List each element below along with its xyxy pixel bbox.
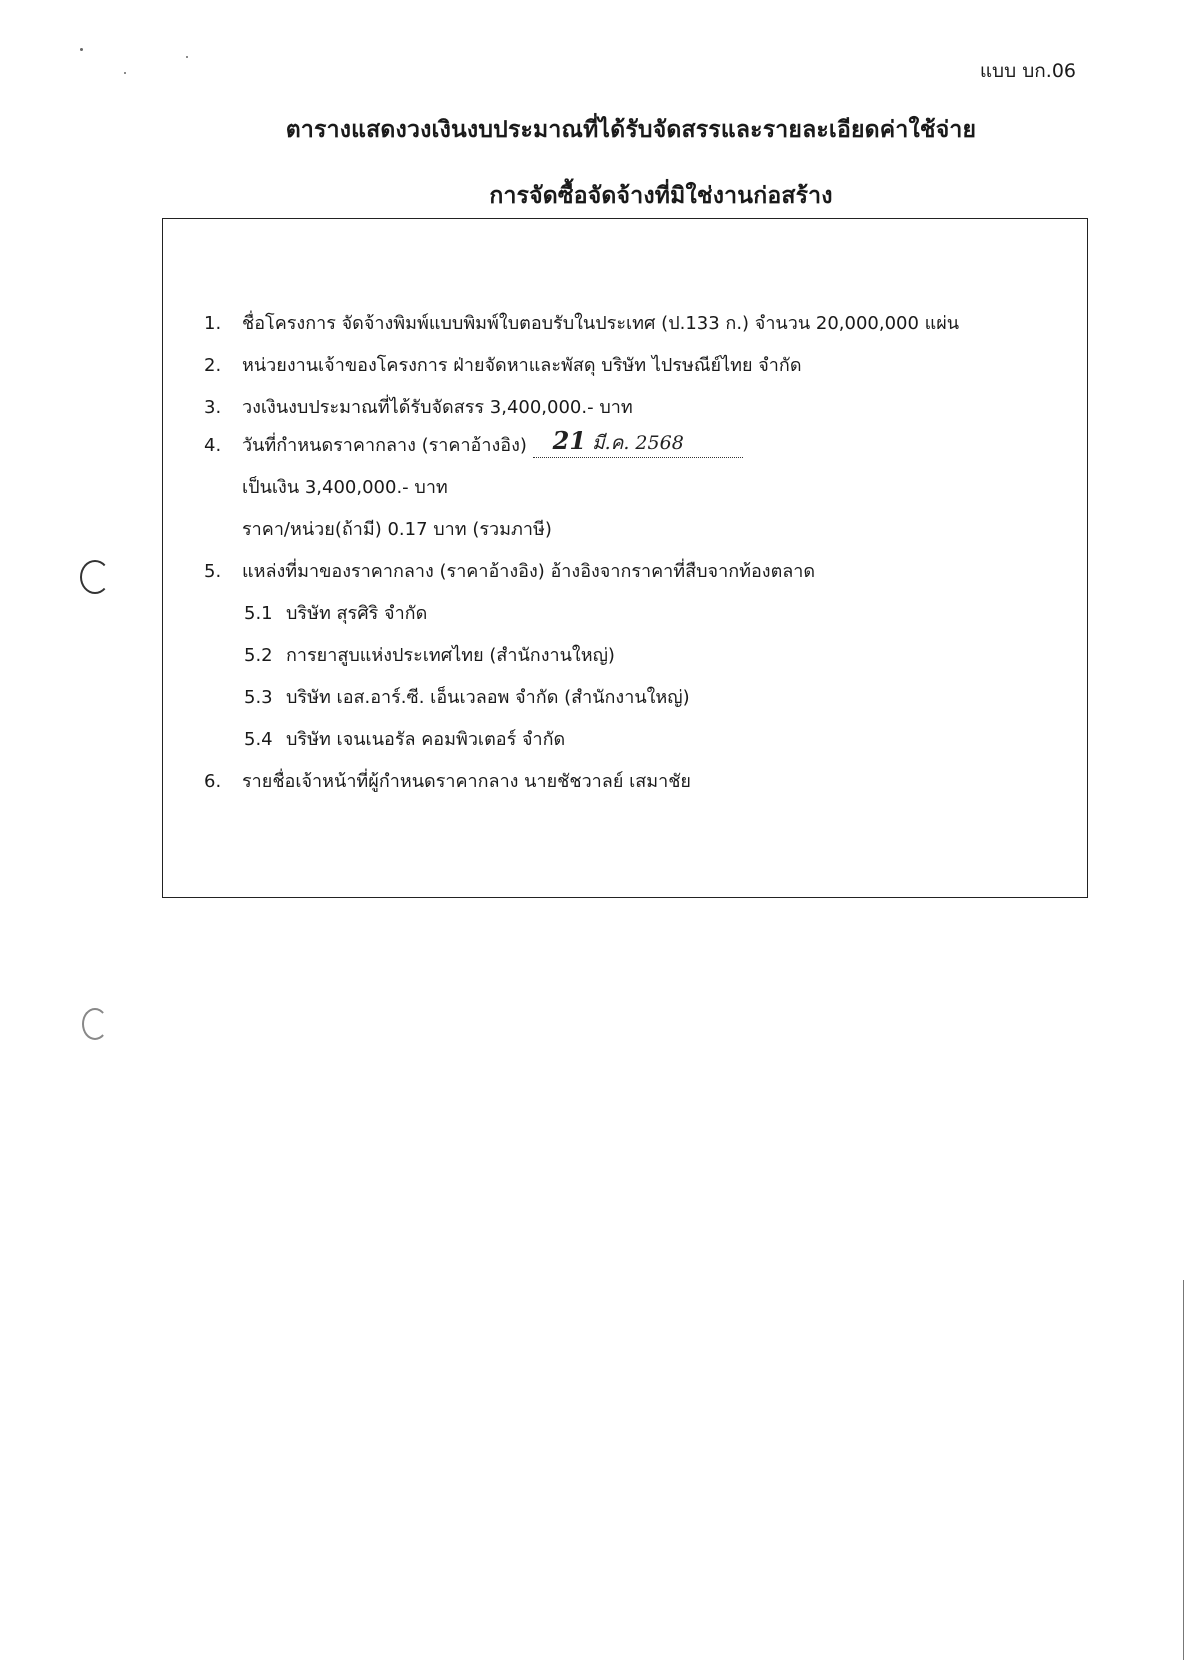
item-text: รายชื่อเจ้าหน้าที่ผู้กำหนดราคากลาง นายชัชวาลย์ เสมาชัย — [242, 771, 691, 792]
item-price-officer — [204, 770, 691, 794]
item-project-owner — [204, 354, 802, 378]
item-price-source — [204, 560, 815, 584]
source-text: บริษัท เอส.อาร์.ซี. เอ็นเวลอพ จำกัด (สำนักงานใหญ่) — [286, 687, 690, 708]
date-fill-line — [533, 426, 743, 458]
source-item — [244, 644, 615, 668]
document-title: ตารางแสดงวงเงินงบประมาณที่ได้รับจัดสรรและรายละเอียดค่าใช้จ่าย — [285, 117, 977, 143]
document-subtitle: การจัดซื้อจัดจ้างที่มิใช่งานก่อสร้าง — [489, 183, 833, 209]
source-number: 5.4 — [244, 729, 273, 750]
handwritten-date — [552, 426, 684, 455]
source-number: 5.3 — [244, 687, 273, 708]
item-amount: เป็นเงิน 3,400,000.- บาท — [242, 477, 448, 498]
item-text: วงเงินงบประมาณที่ได้รับจัดสรร 3,400,000.- บาท — [242, 397, 633, 418]
item-project-name — [204, 312, 959, 336]
handwritten-month-year: มี.ค. 2568 — [592, 432, 684, 454]
source-number: 5.2 — [244, 645, 273, 666]
source-number: 5.1 — [244, 603, 273, 624]
item-number: 1. — [204, 313, 222, 334]
punch-hole-mark — [82, 1008, 108, 1040]
source-text: บริษัท สุรศิริ จำกัด — [286, 603, 428, 624]
item-number: 4. — [204, 435, 222, 456]
scan-edge-line — [1183, 1280, 1185, 1660]
scan-speck — [80, 48, 83, 51]
item-budget — [204, 396, 633, 420]
item-number: 3. — [204, 397, 222, 418]
item-number: 5. — [204, 561, 222, 582]
item-text: วันที่กำหนดราคากลาง (ราคาอ้างอิง) — [242, 435, 527, 456]
source-item — [244, 728, 565, 752]
item-number: 2. — [204, 355, 222, 376]
item-text: ชื่อโครงการ จัดจ้างพิมพ์แบบพิมพ์ใบตอบรับในประเทศ (ป.133 ก.) จำนวน 20,000,000 แผ่น — [242, 313, 960, 334]
source-item — [244, 602, 427, 626]
item-unit-price: ราคา/หน่วย(ถ้ามี) 0.17 บาท (รวมภาษี) — [242, 519, 552, 540]
item-text: หน่วยงานเจ้าของโครงการ ฝ่ายจัดหาและพัสดุ บริษัท ไปรษณีย์ไทย จำกัด — [242, 355, 802, 376]
punch-hole-mark — [80, 560, 110, 594]
item-number: 6. — [204, 771, 222, 792]
source-text: บริษัท เจนเนอรัล คอมพิวเตอร์ จำกัด — [286, 729, 566, 750]
item-text: แหล่งที่มาของราคากลาง (ราคาอ้างอิง) อ้างอิงจากราคาที่สืบจากท้องตลาด — [242, 561, 816, 582]
source-text: การยาสูบแห่งประเทศไทย (สำนักงานใหญ่) — [286, 645, 615, 666]
handwritten-day: 21 — [552, 426, 587, 455]
scan-speck — [124, 72, 126, 74]
item-reference-date — [204, 426, 743, 458]
form-code: แบบ บก.06 — [979, 60, 1076, 82]
scan-speck — [186, 56, 188, 58]
source-item — [244, 686, 690, 710]
